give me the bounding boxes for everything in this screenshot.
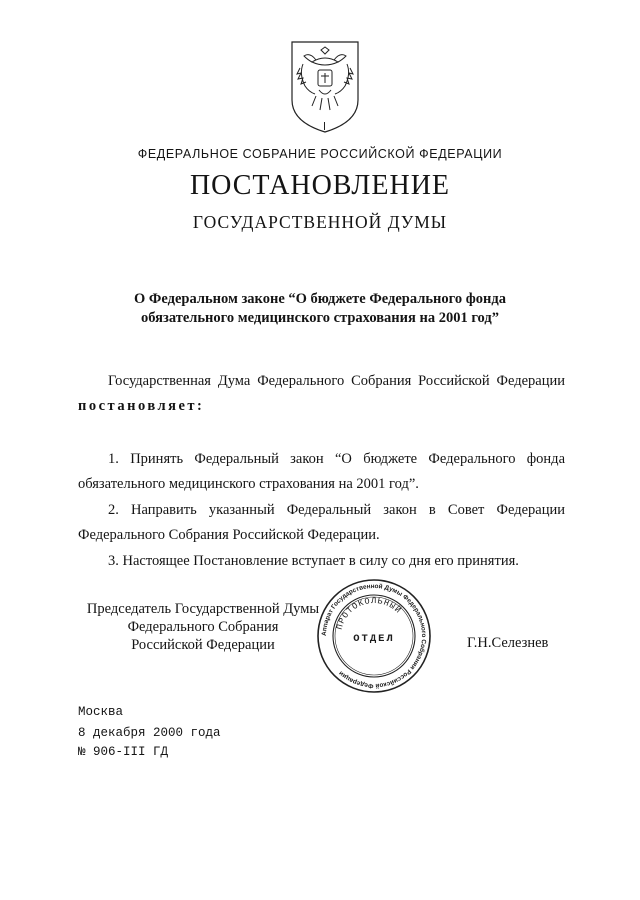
- resolution-item: [78, 549, 565, 574]
- signatory-title-line-1: Председатель Государственной Думы: [86, 601, 320, 617]
- place-of-signing: Москва: [78, 705, 124, 719]
- subject-line-2: обязательного медицинского страхования на 2001 год”: [141, 310, 499, 326]
- decree-word: постановляет:: [78, 398, 205, 414]
- signatory-title: [78, 600, 328, 654]
- stamp-outer-ring-text: Аппарат Государственной Думы Федерального Собрания Российской Федерации: [320, 582, 428, 690]
- preamble-text: Государственная Дума Федерального Собрания Российской Федерации: [108, 373, 565, 389]
- svg-text:ПРОТОКОЛЬНЫЙ: [335, 596, 404, 631]
- resolution-item-text: 1. Принять Федеральный закон “О бюджете Федерального фонда обязательного медицинского страхования на 2001 год”.: [78, 451, 565, 492]
- preamble-paragraph: [78, 369, 565, 419]
- signatory-title-line-2: Федерального Собрания: [127, 619, 279, 635]
- resolution-item: [78, 498, 565, 548]
- document-number: № 906-III ГД: [78, 745, 169, 759]
- document-subject: [0, 290, 640, 328]
- subject-line-1: О Федеральном законе “О бюджете Федерального фонда: [134, 291, 506, 307]
- resolution-item-text: 2. Направить указанный Федеральный закон в Совет Федерации Федерального Собрания Российской Федерации.: [78, 502, 565, 543]
- council-heading: ФЕДЕРАЛЬНОЕ СОБРАНИЕ РОССИЙСКОЙ ФЕДЕРАЦИИ: [137, 147, 503, 161]
- stamp-inner-ring-text: ПРОТОКОЛЬНЫЙ: [334, 595, 404, 631]
- stamp-center-text: ОТДЕЛ: [353, 633, 395, 645]
- resolution-item: [78, 447, 565, 497]
- double-headed-eagle-emblem-icon: [286, 38, 364, 136]
- resolution-item-text: 3. Настоящее Постановление вступает в силу со дня его принятия.: [108, 553, 519, 569]
- document-issuer-title: ГОСУДАРСТВЕННОЙ ДУМЫ: [192, 212, 448, 232]
- document-type-title: ПОСТАНОВЛЕНИЕ: [189, 170, 451, 201]
- document-date: 8 декабря 2000 года: [78, 726, 221, 740]
- emblem-stem: [324, 122, 325, 130]
- official-stamp: [316, 578, 432, 694]
- signatory-title-line-3: Российской Федерации: [131, 637, 275, 653]
- signatory-name: Г.Н.Селезнев: [467, 635, 549, 651]
